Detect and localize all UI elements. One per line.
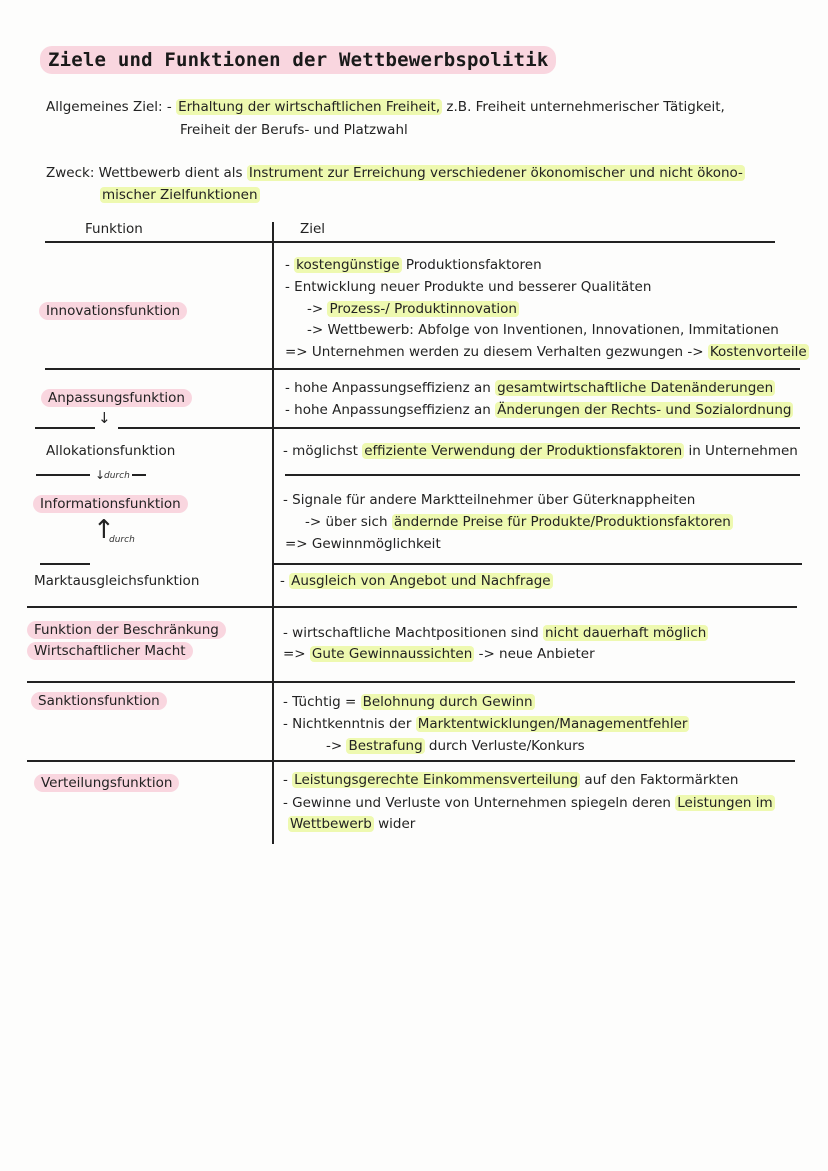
restriction-l1-pre: - wirtschaftliche Machtpositionen sind bbox=[283, 625, 543, 641]
header-ziel: Ziel bbox=[300, 221, 326, 237]
purpose-pre: Wettbewerb dient als bbox=[94, 165, 247, 181]
row-divider-2-right bbox=[118, 427, 800, 429]
restriction-l2-pre: => bbox=[283, 646, 310, 662]
innovation-line-4: -> Wettbewerb: Abfolge von Inventionen, Innovationen, Immitationen bbox=[307, 322, 779, 338]
innovation-line-5 bbox=[285, 344, 809, 360]
innovation-line-1 bbox=[285, 257, 542, 273]
sanction-function-label bbox=[38, 693, 167, 709]
row-divider-6 bbox=[27, 681, 795, 683]
information-l2-highlight: ändernde Preise für Produkte/Produktionsfaktoren bbox=[393, 514, 731, 530]
purpose-highlight-1: Instrument zur Erreichung verschiedener ökonomischer und nicht ökono- bbox=[248, 165, 743, 181]
innovation-l5-pre: => Unternehmen werden zu diesem Verhalten gezwungen -> bbox=[285, 344, 708, 360]
market-balance-function-label: Marktausgleichsfunktion bbox=[34, 573, 200, 589]
purpose-line bbox=[46, 165, 745, 181]
distribution-l1-pre: - bbox=[283, 772, 293, 788]
restriction-l2-highlight: Gute Gewinnaussichten bbox=[311, 646, 473, 662]
distribution-l3-post: wider bbox=[373, 816, 416, 832]
distribution-l1-post: auf den Faktormärkten bbox=[580, 772, 739, 788]
distribution-l3-highlight: Wettbewerb bbox=[290, 816, 372, 832]
durch-label-1: durch bbox=[104, 471, 130, 481]
sanction-l3-highlight: Bestrafung bbox=[348, 738, 423, 754]
restriction-l1-highlight: nicht dauerhaft möglich bbox=[545, 625, 707, 641]
sanction-l3-post: durch Verluste/Konkurs bbox=[424, 738, 585, 754]
innovation-l1-pre: - bbox=[285, 257, 295, 273]
information-line-2 bbox=[305, 514, 733, 530]
adaptation-l2-highlight: Änderungen der Rechts- und Sozialordnung bbox=[497, 402, 792, 418]
arrow-down-small-icon: ↓ bbox=[95, 468, 106, 482]
adaptation-line-2 bbox=[285, 402, 793, 418]
purpose-line2 bbox=[100, 187, 260, 203]
market-balance-line-1 bbox=[280, 573, 553, 589]
allocation-function-label: Allokationsfunktion bbox=[46, 443, 176, 459]
distribution-line-2 bbox=[283, 795, 775, 811]
sanction-l2-highlight: Marktentwicklungen/Managementfehler bbox=[417, 716, 688, 732]
durch-label-2: durch bbox=[109, 535, 135, 545]
innovation-function-name: Innovationsfunktion bbox=[39, 302, 187, 320]
information-function-label bbox=[40, 496, 188, 512]
row-divider-3-mid bbox=[132, 474, 146, 476]
adaptation-l1-highlight: gesamtwirtschaftliche Datenänderungen bbox=[497, 380, 774, 396]
restriction-function-name-1: Funktion der Beschränkung bbox=[27, 621, 226, 639]
header-funktion: Funktion bbox=[85, 221, 143, 237]
row-divider-2-left bbox=[35, 427, 95, 429]
allocation-l1-highlight: effiziente Verwendung der Produktionsfaktoren bbox=[364, 443, 683, 459]
sanction-line-1 bbox=[283, 694, 535, 710]
column-divider bbox=[272, 222, 274, 844]
row-divider-7 bbox=[27, 760, 795, 762]
distribution-function-name: Verteilungsfunktion bbox=[34, 774, 179, 792]
adaptation-l2-pre: - hohe Anpassungseffizienz an bbox=[285, 402, 496, 418]
adaptation-l1-pre: - hohe Anpassungseffizienz an bbox=[285, 380, 496, 396]
general-goal-line2: Freiheit der Berufs- und Platzwahl bbox=[180, 122, 408, 138]
sanction-l3-pre: -> bbox=[326, 738, 347, 754]
row-divider-5 bbox=[27, 606, 797, 608]
allocation-line-1 bbox=[283, 443, 798, 459]
restriction-l2-post: -> neue Anbieter bbox=[474, 646, 595, 662]
information-line-3: => Gewinnmöglichkeit bbox=[285, 536, 441, 552]
distribution-function-label bbox=[41, 775, 179, 791]
information-function-name: Informationsfunktion bbox=[33, 495, 188, 513]
information-l2-pre: -> über sich bbox=[305, 514, 392, 530]
row-divider-3-right bbox=[285, 474, 800, 476]
restriction-function-label-2 bbox=[34, 643, 193, 659]
market-balance-l1-pre: - bbox=[280, 573, 290, 589]
restriction-function-name-2: Wirtschaftlicher Macht bbox=[27, 642, 193, 660]
restriction-line-2 bbox=[283, 646, 595, 662]
general-goal-label: Allgemeines Ziel: bbox=[46, 99, 163, 115]
row-divider-3-left bbox=[36, 474, 90, 476]
purpose-highlight-2: mischer Zielfunktionen bbox=[102, 187, 258, 203]
arrow-up-icon: ↑ bbox=[93, 515, 115, 545]
innovation-l3-highlight: Prozess-/ Produktinnovation bbox=[329, 301, 517, 317]
row-divider-4-right bbox=[272, 563, 802, 565]
distribution-line-3 bbox=[288, 816, 415, 832]
sanction-line-3 bbox=[326, 738, 585, 754]
sanction-function-name: Sanktionsfunktion bbox=[31, 692, 167, 710]
general-goal-dash: - bbox=[166, 99, 172, 115]
innovation-l5-highlight: Kostenvorteile bbox=[709, 344, 807, 360]
distribution-line-1 bbox=[283, 772, 738, 788]
header-divider bbox=[45, 241, 775, 243]
adaptation-function-label bbox=[48, 390, 192, 406]
sanction-l2-pre: - Nichtkenntnis der bbox=[283, 716, 416, 732]
restriction-line-1 bbox=[283, 625, 708, 641]
restriction-function-label-1 bbox=[34, 622, 226, 638]
page-title: Ziele und Funktionen der Wettbewerbspolitik bbox=[40, 46, 556, 74]
general-goal-highlight: Erhaltung der wirtschaftlichen Freiheit, bbox=[178, 99, 441, 115]
sanction-line-2 bbox=[283, 716, 689, 732]
innovation-line-2: - Entwicklung neuer Produkte und besserer Qualitäten bbox=[285, 279, 652, 295]
innovation-line-3 bbox=[307, 301, 519, 317]
allocation-l1-pre: - möglichst bbox=[283, 443, 363, 459]
sanction-l1-highlight: Belohnung durch Gewinn bbox=[362, 694, 533, 710]
sanction-l1-pre: - Tüchtig = bbox=[283, 694, 361, 710]
general-goal-line bbox=[46, 99, 725, 115]
purpose-label: Zweck: bbox=[46, 165, 95, 181]
innovation-function-label bbox=[46, 303, 187, 319]
allocation-l1-post: in Unternehmen bbox=[684, 443, 798, 459]
information-line-1: - Signale für andere Marktteilnehmer über Güterknappheiten bbox=[283, 492, 696, 508]
general-goal-rest: z.B. Freiheit unternehmerischer Tätigkeit, bbox=[442, 99, 725, 115]
adaptation-line-1 bbox=[285, 380, 775, 396]
innovation-l3-pre: -> bbox=[307, 301, 328, 317]
market-balance-l1-highlight: Ausgleich von Angebot und Nachfrage bbox=[291, 573, 551, 589]
distribution-l2-highlight: Leistungen im bbox=[677, 795, 773, 811]
row-divider-4-left bbox=[40, 563, 90, 565]
arrow-down-icon: ↓ bbox=[98, 409, 111, 427]
distribution-l1-highlight: Leistungsgerechte Einkommensverteilung bbox=[294, 772, 579, 788]
distribution-l2-pre: - Gewinne und Verluste von Unternehmen spiegeln deren bbox=[283, 795, 676, 811]
innovation-l1-highlight: kostengünstige bbox=[296, 257, 400, 273]
adaptation-function-name: Anpassungsfunktion bbox=[41, 389, 192, 407]
row-divider-1 bbox=[45, 368, 800, 370]
innovation-l1-post: Produktionsfaktoren bbox=[401, 257, 542, 273]
